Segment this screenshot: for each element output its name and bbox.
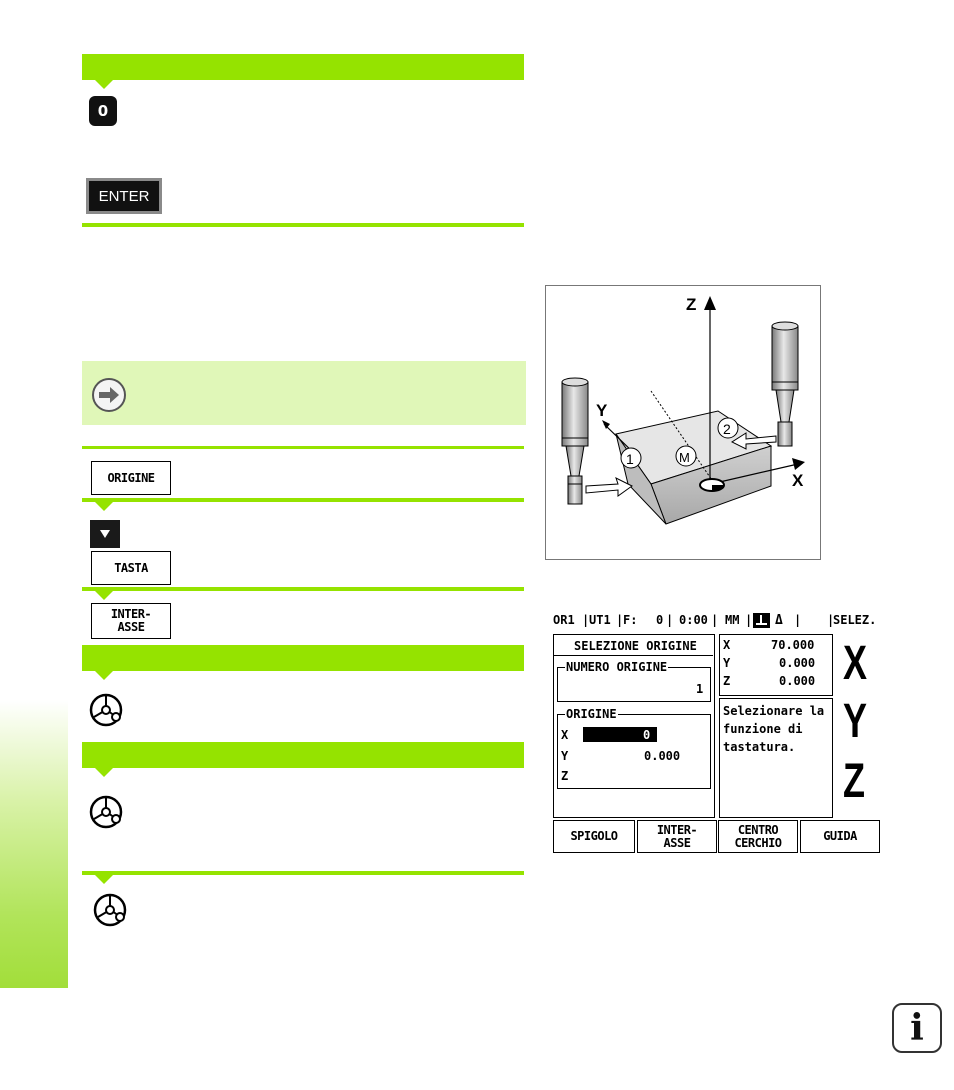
status-sep: | [794,613,802,627]
status-unit: MM [725,613,740,627]
help-text-line2: funzione di [723,722,803,736]
big-axis-y[interactable]: Y [843,695,868,748]
arrow-down-key[interactable] [90,520,120,548]
status-f-label: F: [623,613,638,627]
help-text-line3: tastatura. [723,740,796,754]
status-sep: | [711,613,719,627]
step-header-bar [82,645,524,671]
pos-value-z: 0.000 [779,674,816,688]
interasse-softkey-line1: INTER- [110,607,152,621]
point-m-label: M [679,450,690,465]
pos-axis-y: Y [723,656,731,670]
perpendicular-icon [753,613,770,628]
status-delta: Δ [775,613,783,628]
dialog-title: SELEZIONE ORIGINE [574,639,697,653]
probing-figure [545,285,821,560]
note-box [82,361,526,425]
arrow-right-icon [91,377,127,413]
origine-axis-y: Y [561,749,569,763]
origine-y-value[interactable]: 0.000 [644,749,681,763]
step-pointer [95,591,113,600]
pos-axis-z: Z [723,674,731,688]
dro-screen [553,610,883,860]
axis-z-label: Z [686,295,697,314]
interasse-dro-softkey[interactable] [637,820,717,853]
centro-cerchio-softkey[interactable] [718,820,798,853]
interasse-softkey[interactable] [91,603,171,639]
numero-origine-value[interactable]: 1 [696,682,704,696]
handwheel-icon [92,892,128,928]
big-axis-x[interactable]: X [843,637,868,690]
origine-x-value: 0 [643,728,651,742]
status-sep: | [582,613,590,627]
step-divider [82,223,524,227]
step-header-bar [82,742,524,768]
status-mode: SELEZ. [833,613,877,627]
triangle-down-icon [99,529,111,539]
info-icon [892,1003,942,1053]
enter-key-label: ENTER [89,181,159,211]
spigolo-softkey[interactable] [553,820,635,853]
status-or: OR1 [553,613,575,627]
step-divider [82,446,524,449]
step-header-bar [82,54,524,80]
status-sep: | [666,613,674,627]
enter-key[interactable] [86,178,162,214]
guida-softkey[interactable] [800,820,880,853]
step-pointer [95,671,113,680]
origine-group [557,714,711,789]
pos-value-y: 0.000 [779,656,816,670]
tasta-softkey[interactable] [91,551,171,585]
status-ut: UT1 [589,613,611,627]
origine-axis-z: Z [561,769,569,783]
pos-value-x: 70.000 [771,638,815,652]
side-tab-gradient [0,700,68,988]
softkey-line2: ASSE [663,835,691,850]
status-sep: | [745,613,753,627]
help-text-line1: Selezionare la [723,704,825,718]
softkey-line1: GUIDA [823,829,857,843]
step-pointer [95,768,113,777]
step-pointer [95,80,113,89]
point-2-label: 2 [723,421,731,437]
status-sep: | [616,613,624,627]
origine-softkey[interactable] [91,461,171,495]
status-f-value: 0 [656,613,664,627]
softkey-line2: CERCHIO [734,835,782,850]
step-divider [82,587,524,591]
handwheel-icon [88,794,124,830]
dialog-divider [553,655,713,656]
step-divider [82,871,524,875]
point-1-label: 1 [626,451,634,467]
step-divider [82,498,524,502]
pos-axis-x: X [723,638,731,652]
step-pointer [95,502,113,511]
axis-y-label: Y [596,401,608,420]
axis-x-label: X [792,471,804,490]
zero-key[interactable] [89,96,117,126]
status-sep: | [827,613,835,627]
tasta-softkey-label: TASTA [114,560,148,575]
step-pointer [95,875,113,884]
handwheel-icon [88,692,124,728]
softkey-line1: INTER- [656,822,698,837]
origine-label: ORIGINE [566,707,617,721]
softkey-line1: CENTRO [737,822,779,837]
numero-origine-label: NUMERO ORIGINE [566,660,668,674]
info-icon-glyph: i [910,1007,924,1049]
status-time: 0:00 [679,613,708,627]
origine-softkey-label: ORIGINE [107,470,155,485]
probing-diagram [546,286,820,559]
zero-key-label: 0 [97,102,109,120]
interasse-softkey-line2: ASSE [117,620,145,634]
origine-axis-x: X [561,728,569,742]
big-axis-z[interactable]: Z [843,755,865,808]
softkey-line1: SPIGOLO [570,829,618,843]
